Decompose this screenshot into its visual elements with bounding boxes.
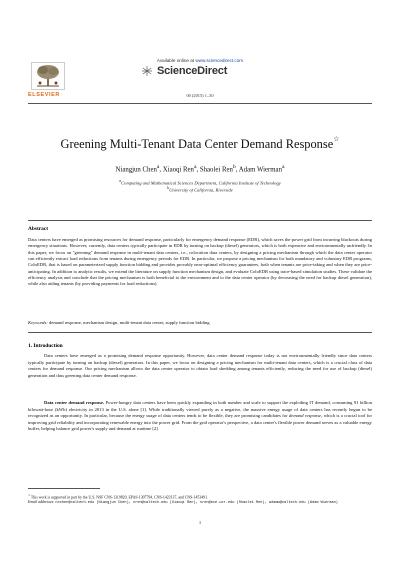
section-heading: 1. Introduction — [28, 343, 63, 349]
publisher-name: ELSEVIER — [28, 92, 61, 98]
paragraph-lead: Data center demand response. — [44, 400, 105, 405]
author-affiliation-mark: a — [281, 164, 285, 170]
keywords-text: demand response, mechanism design, multi-tenant data center, supply function bidding — [48, 320, 210, 325]
author-affiliation-mark: b — [232, 164, 236, 170]
email-label: Email addresses: — [28, 500, 55, 505]
title-footnote-mark: ☆ — [333, 135, 340, 143]
paragraph-text: Power-hungry data centers have been quickly expanding in both number and scale to support the exploding IT demand, consuming 91 billion kilowatt-hour (kWh) electricity in 2013 in the U.S. alone [1]. While traditionally viewed purely as a negative, the massive energy usage of data centers has recently begun to be recognized as an opportunity. In particular, because the energy usage of data centers tends to be flexible, they are promising candidates for — [28, 400, 372, 419]
journal-reference: 00 (2015) 1–30 — [186, 93, 214, 98]
elsevier-tree-logo-icon — [31, 62, 65, 90]
online-url-link[interactable]: www.sciencedirect.com — [195, 58, 244, 63]
abstract-divider — [28, 220, 372, 221]
emphasis-text: demand response — [289, 413, 322, 419]
affiliation-a-text: Computing and Mathematical Sciences Department, California Institute of Technology — [121, 180, 281, 186]
affiliation-b-text: University of California, Riverside — [169, 187, 233, 193]
author-name: Niangjun Chen — [115, 166, 157, 174]
sciencedirect-logo-icon — [140, 65, 154, 77]
author-name: Xiaoqi Ren — [162, 166, 194, 174]
online-text: Available online at — [156, 58, 196, 63]
abstract-heading: Abstract — [28, 226, 49, 232]
affiliation-a: $^a$Computing and Mathematical Sciences Department, California Institute of Technology — [119, 179, 281, 186]
intro-paragraph-2 — [28, 400, 372, 433]
sciencedirect-wordmark: ScienceDirect — [157, 65, 228, 77]
author-name: Adam Wierman — [238, 166, 282, 174]
intro-paragraph-1: Data centers have emerged as a promising demand response opportunity. However, data center demand response today is not environmentally friendly since data centers typically participate by turning on backup (diesel) generators. In this paper, we focus on designing a pricing mechanism for multi-tenant data centers, which is a crucial class of data centers for demand response. Our pricing mechanism allows the data center operator to obtain load shedding among tenants efficiently, reducing the need for use of backup (diesel) generation and thus greening data center demand response. — [28, 353, 372, 378]
author-list: Niangjun Chen$^a$, Xiaoqi Ren$^a$, Shaolei Ren$^b$, Adam Wierman$^a$ — [115, 164, 285, 174]
keywords-divider — [28, 332, 372, 333]
sciencedirect-brand — [140, 65, 227, 77]
footnote — [28, 493, 372, 507]
keywords-line — [28, 320, 372, 325]
paper-title-text: Greening Multi-Tenant Data Center Demand Response — [60, 137, 334, 152]
author-affiliation-mark: a — [156, 164, 160, 170]
footnote-emails — [28, 500, 372, 506]
header-divider — [28, 103, 372, 104]
email-addresses[interactable]: ncchen@caltech.edu (Niangjun Chen), xren@caltech.edu (Xiaoqi Ren), sren@ece.ucr.edu (Shaolei Ren), adamw@caltech.edu (Adam Wierman) — [55, 501, 338, 506]
abstract-text: Data centers have emerged as promising resources for demand response, particularly for emergency demand response (EDR), which saves the power grid from incurring blackouts during emergency situations. However, currently, data centers typically participate in EDR by turning on backup (diesel) generators, which is both expensive and environmentally unfriendly. In this paper, we focus on "greening" demand response in multi-tenant data centers, i.e., colocation data centers, by designing a pricing mechanism through which the data center operator can efficiently extract load reductions from tenants during emergency periods for EDR. In particular, we propose a pricing mechanism for both mandatory and voluntary EDR programs, ColoEDR, that is based on parameterized supply function bidding and provides provably near-optimal efficiency guarantees, both when tenants are price-taking and when they are price-anticipating. In addition to analytic results, we extend the literature on supply function mechanism design, and evaluate ColoEDR using trace-based simulation studies. These validate the efficiency analysis and conclude that the pricing mechanism is both beneficial to the environment and to the data center operator (by decreasing the need for backup diesel generation), while also aiding tenants (by providing payments for load reductions). — [28, 237, 372, 287]
footnote-divider — [28, 488, 100, 489]
author-affiliation-mark: a — [193, 164, 197, 170]
paragraph-text: , which is a crucial tool for improving grid reliability and incorporating renewable energy into the power grid. From the grid operator's perspective, a data center's flexible power demand serves as a valuable energy buffer, helping balance grid power's supply and demand at runtime [2]. — [28, 413, 372, 432]
footnote-support: ☆This work is supported in part by the U.S. NSF CNS-1319820, EPAS-1307794, CNS-1423137, and CNS-1453491. — [28, 493, 208, 500]
page-number: 1 — [198, 520, 202, 525]
keywords-label: Keywords: — [28, 320, 48, 325]
paper-title — [0, 137, 400, 152]
affiliation-b: $^b$University of California, Riverside — [167, 186, 233, 193]
author-name: Shaolei Ren — [199, 166, 233, 174]
